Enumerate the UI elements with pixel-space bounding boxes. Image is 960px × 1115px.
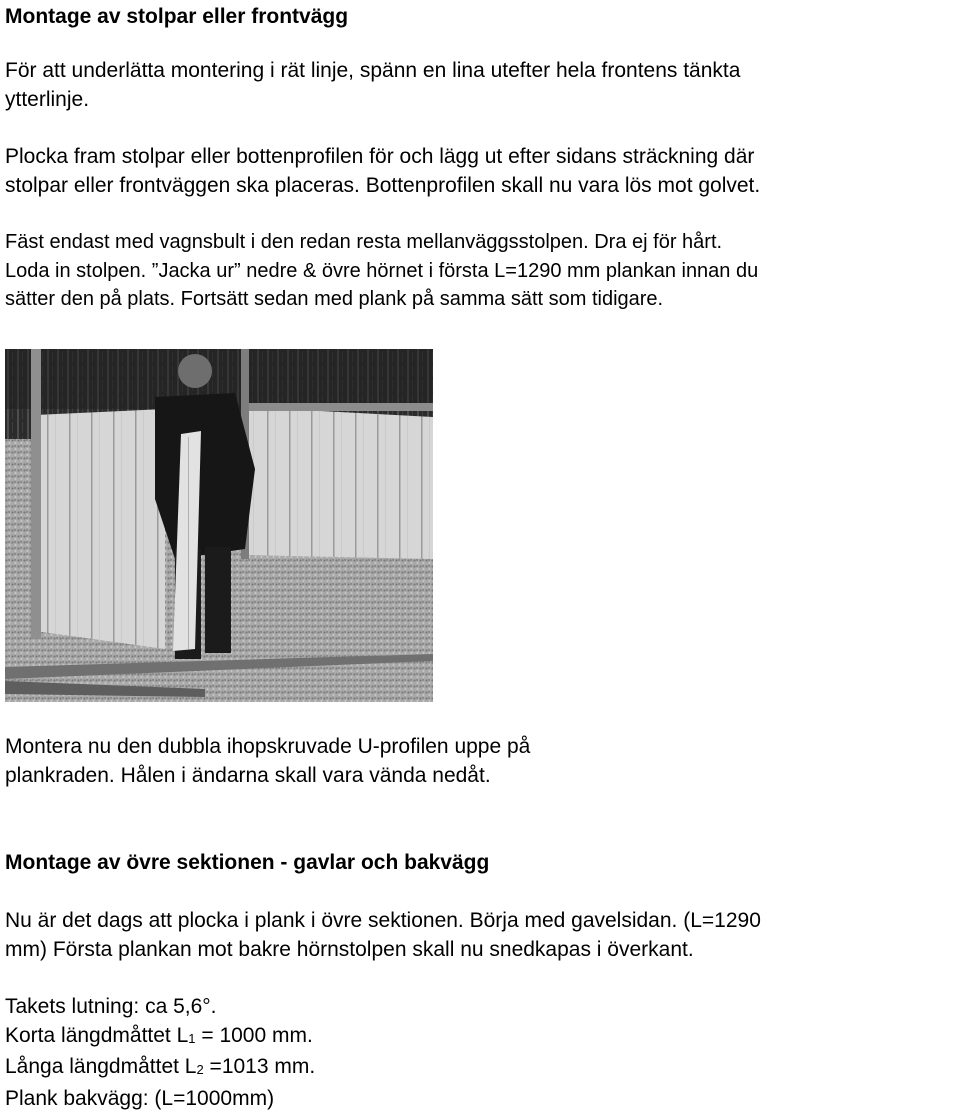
back-wall xyxy=(245,407,433,559)
text-line: sätter den på plats. Fortsätt sedan med plank på samma sätt som tidigare. xyxy=(5,288,664,310)
text-line: Plocka fram stolpar eller bottenprofilen för och lägg ut efter sidans sträckning där xyxy=(5,145,755,168)
installation-photo xyxy=(5,349,433,702)
section-heading-upper: Montage av övre sektionen - gavlar och bakvägg xyxy=(5,851,490,874)
text-line: Fäst endast med vagnsbult i den redan resta mellanväggsstolpen. Dra ej för hårt. xyxy=(5,231,723,253)
long-length-text: Långa längdmåttet $L_2 =1013$ mm. xyxy=(5,1055,316,1078)
section-heading-posts: Montage av stolpar eller frontvägg xyxy=(5,5,349,28)
man-head xyxy=(178,354,212,388)
paragraph-u-profile xyxy=(5,733,530,790)
specs-block xyxy=(5,993,315,1113)
text-line: För att underlätta montering i rät linje, spänn en lina utefter hela frontens tänkta xyxy=(5,59,741,82)
text-line: mm) Första plankan mot bakre hörnstolpen skall nu snedkapas i överkant. xyxy=(5,937,694,961)
side-wall-panel xyxy=(35,409,165,649)
man-body xyxy=(155,393,255,559)
text-line: Montera nu den dubbla ihopskruvade U-profilen uppe på xyxy=(5,735,531,758)
paragraph-upper-planks xyxy=(5,907,761,964)
short-length-text: Korta längdmåttet $L_1 = 1000$ mm. xyxy=(5,1023,313,1047)
paragraph-fastening xyxy=(5,228,758,314)
back-wall-plank-text: Plank bakvägg: (L=1000mm) xyxy=(5,1086,275,1110)
text-line: stolpar eller frontväggen ska placeras. Bottenprofilen skall nu vara lös mot golvet. xyxy=(5,173,761,197)
text-line: plankraden. Hålen i ändarna skall vara vända nedåt. xyxy=(5,763,491,787)
text-line: Loda in stolpen. ”Jacka ur” nedre & övre hörnet i första L=1290 mm plankan innan du xyxy=(5,259,759,282)
text-line: Nu är det dags att plocka i plank i övre sektionen. Börja med gavelsidan. (L=1290 xyxy=(5,909,761,932)
paragraph-line-alignment xyxy=(5,57,740,114)
text-line: ytterlinje. xyxy=(5,87,90,111)
paragraph-bottom-profile xyxy=(5,143,760,200)
roof-slope-text: Takets lutning: ca 5,6°. xyxy=(5,995,217,1018)
corner-post xyxy=(31,349,41,639)
